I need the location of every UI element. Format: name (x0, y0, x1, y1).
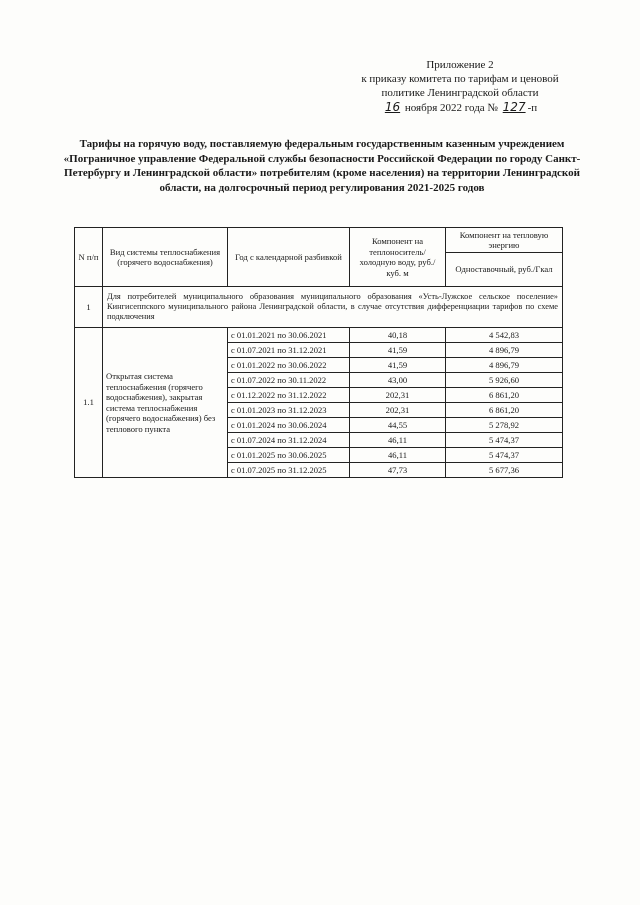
coolant-value-cell: 46,11 (350, 448, 446, 463)
coolant-value-cell: 47,73 (350, 463, 446, 478)
header-year: Год с календарной разбивкой (228, 228, 350, 287)
coolant-value-cell: 202,31 (350, 388, 446, 403)
period-cell: с 01.07.2024 по 31.12.2024 (228, 433, 350, 448)
header-heat: Компонент на тепловую энергию (446, 228, 563, 253)
coolant-value-cell: 46,11 (350, 433, 446, 448)
header-heat-single-rate: Одноставочный, руб./Гкал (446, 253, 563, 287)
handwritten-day: 16 (384, 100, 401, 114)
group-number: 1 (75, 287, 103, 328)
period-cell: с 01.01.2023 по 31.12.2023 (228, 403, 350, 418)
table-row (75, 328, 563, 343)
annex-number-suffix: -п (527, 102, 538, 114)
heat-value-cell: 5 278,92 (446, 418, 563, 433)
heat-value-cell: 5 474,37 (446, 433, 563, 448)
period-cell: с 01.01.2024 по 30.06.2024 (228, 418, 350, 433)
heat-value-cell: 5 474,37 (446, 448, 563, 463)
coolant-value-cell: 41,59 (350, 343, 446, 358)
document-title: Тарифы на горячую воду, поставляемую федеральным государственным казенным учреждением «Пограничное управление Федеральной службы безопасности Российской Федерации по городу Санкт-Петербургу и Ленинградской области» потребителям (кроме населения) на территории Ленинградской области, на долгосрочный период регулирования 2021-2025 годов (63, 138, 581, 194)
system-type: Открытая система теплоснабжения (горячего водоснабжения), закрытая система теплоснабжения (горячего водоснабжения) без теплового пункта (103, 328, 228, 478)
coolant-value-cell: 202,31 (350, 403, 446, 418)
annex-order-line: к приказу комитета по тарифам и ценовой (361, 73, 559, 85)
period-cell: с 01.07.2022 по 30.11.2022 (228, 373, 350, 388)
annex-block (330, 58, 590, 115)
group-row (75, 287, 563, 328)
period-cell: с 01.07.2025 по 31.12.2025 (228, 463, 350, 478)
coolant-value-cell: 44,55 (350, 418, 446, 433)
heat-value-cell: 5 926,60 (446, 373, 563, 388)
tariff-table (74, 227, 563, 478)
coolant-value-cell: 40,18 (350, 328, 446, 343)
period-cell: с 01.01.2025 по 30.06.2025 (228, 448, 350, 463)
header-system: Вид системы теплоснабжения (горячего водоснабжения) (103, 228, 228, 287)
item-number: 1.1 (75, 328, 103, 478)
annex-date-text: ноября 2022 года № (404, 102, 498, 114)
coolant-value-cell: 43,00 (350, 373, 446, 388)
header-number: N п/п (75, 228, 103, 287)
annex-date-line (330, 100, 590, 115)
handwritten-number: 127 (502, 100, 526, 114)
period-cell: с 01.12.2022 по 31.12.2022 (228, 388, 350, 403)
heat-value-cell: 4 896,79 (446, 358, 563, 373)
heat-value-cell: 4 896,79 (446, 343, 563, 358)
period-cell: с 01.01.2022 по 30.06.2022 (228, 358, 350, 373)
annex-committee-line: политике Ленинградской области (381, 87, 539, 99)
heat-value-cell: 6 861,20 (446, 403, 563, 418)
period-cell: с 01.07.2021 по 31.12.2021 (228, 343, 350, 358)
group-description: Для потребителей муниципального образования муниципального образования «Усть-Лужское сельское поселение» Кингисеппского муниципального района Ленинградской области, в случае отсутствия дифференциации тарифов по схеме подключения (103, 287, 563, 328)
coolant-value-cell: 41,59 (350, 358, 446, 373)
heat-value-cell: 5 677,36 (446, 463, 563, 478)
heat-value-cell: 6 861,20 (446, 388, 563, 403)
header-coolant: Компонент на теплоноситель/ холодную воду, руб./куб. м (350, 228, 446, 287)
heat-value-cell: 4 542,83 (446, 328, 563, 343)
period-cell: с 01.01.2021 по 30.06.2021 (228, 328, 350, 343)
annex-title: Приложение 2 (426, 59, 494, 71)
